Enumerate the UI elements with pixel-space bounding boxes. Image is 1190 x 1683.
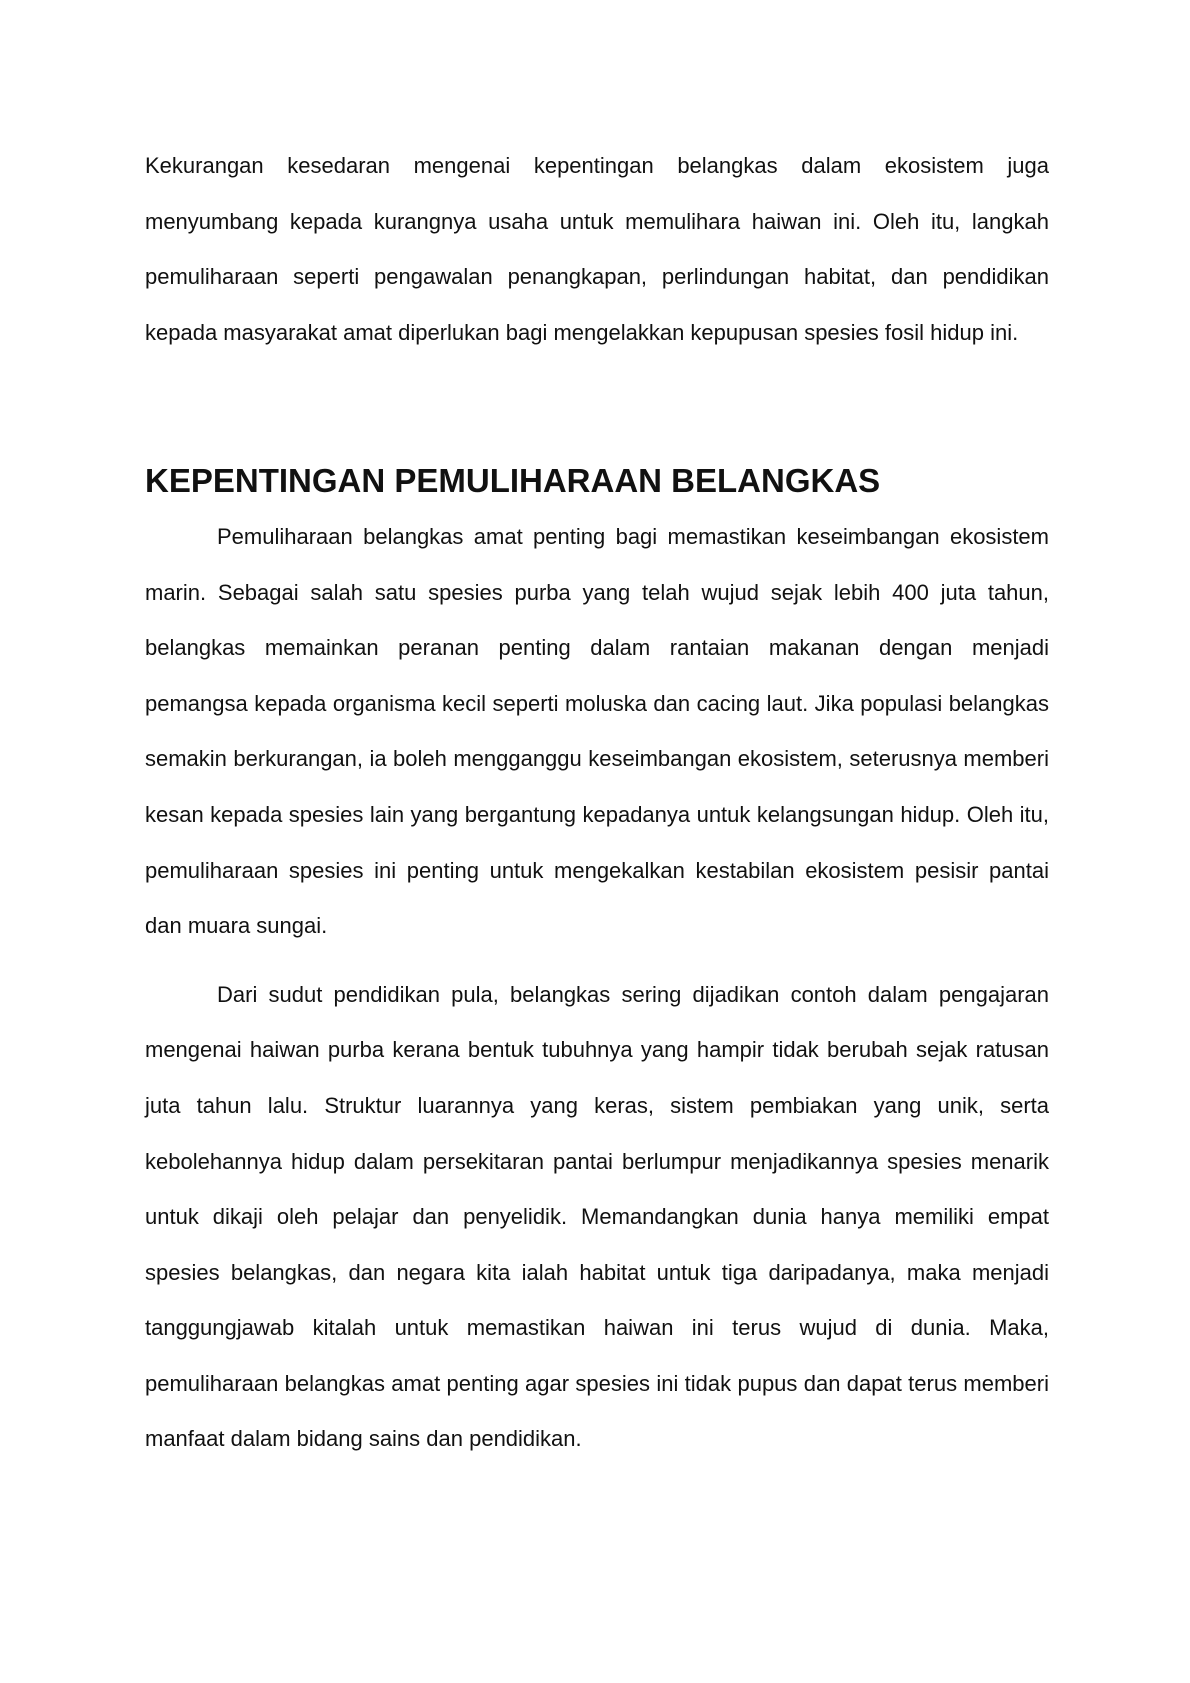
paragraph-importance: Pemuliharaan belangkas amat penting bagi memastikan keseimbangan ekosistem marin. Sebagai salah satu spesies purba yang telah wujud sejak lebih 400 juta tahun, belangkas memainkan peranan penting dalam rantaian makanan dengan menjadi pemangsa kepada organisma kecil seperti moluska dan cacing laut. Jika populasi belangkas semakin berkurangan, ia boleh mengganggu keseimbangan ekosistem, seterusnya memberi kesan kepada spesies lain yang bergantung kepadanya untuk kelangsungan hidup. Oleh itu, pemuliharaan spesies ini penting untuk mengekalkan kestabilan ekosistem pesisir pantai dan muara sungai.: [145, 523, 1049, 939]
paragraph-intro-end: Kekurangan kesedaran mengenai kepentingan belangkas dalam ekosistem juga menyumbang kepada kurangnya usaha untuk memulihara haiwan ini. Oleh itu, langkah pemuliharaan seperti pengawalan penangkapan, perlindungan habitat, dan pendidikan kepada masyarakat amat diperlukan bagi mengelakkan kepupusan spesies fosil hidup ini.: [145, 153, 1049, 345]
document-body: [145, 138, 1049, 1467]
paragraph-education: Dari sudut pendidikan pula, belangkas sering dijadikan contoh dalam pengajaran mengenai haiwan purba kerana bentuk tubuhnya yang hampir tidak berubah sejak ratusan juta tahun lalu. Struktur luarannya yang keras, sistem pembiakan yang unik, serta kebolehannya hidup dalam persekitaran pantai berlumpur menjadikannya spesies menarik untuk dikaji oleh pelajar dan penyelidik. Memandangkan dunia hanya memiliki empat spesies belangkas, dan negara kita ialah habitat untuk tiga daripadanya, maka menjadi tanggungjawab kitalah untuk memastikan haiwan ini terus wujud di dunia. Maka, pemuliharaan belangkas amat penting agar spesies ini tidak pupus dan dapat terus memberi manfaat dalam bidang sains dan pendidikan.: [145, 981, 1049, 1452]
section-heading: KEPENTINGAN PEMULIHARAAN BELANGKAS: [145, 462, 881, 500]
